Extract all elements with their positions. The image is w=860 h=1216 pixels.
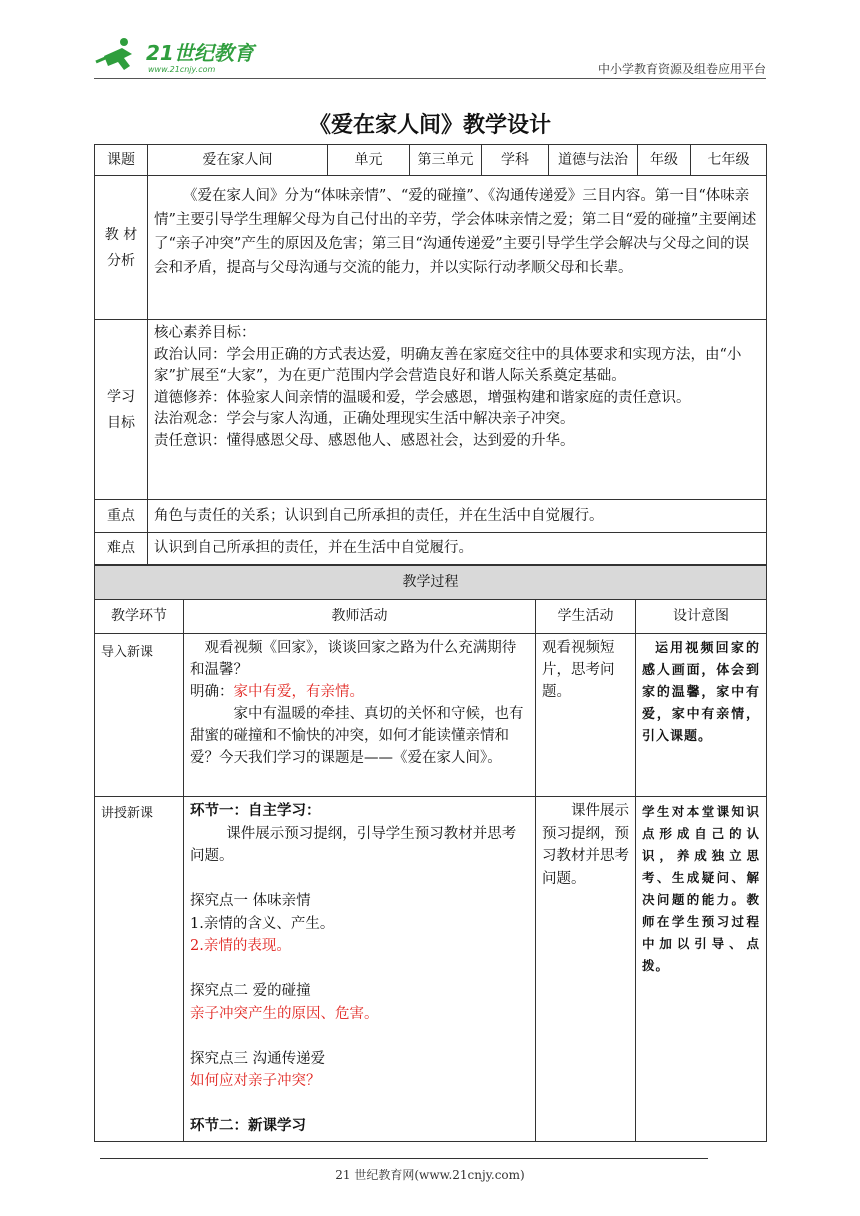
clarify-answer: 家中有爱，有亲情。 xyxy=(233,684,364,700)
logo xyxy=(94,36,264,74)
intent-new-text: 学生对本堂课知识点形成自己的认识，养成独立思考、生成疑问、解决问题的能力。教师在学生预习过程中加以引导、点拨。 xyxy=(642,804,760,973)
goals-row xyxy=(95,320,767,500)
explore3-content: 如何应对亲子冲突？ xyxy=(190,1073,321,1089)
analysis-label xyxy=(95,176,148,320)
student-activity-intro: 观看视频短片，思考问题。 xyxy=(536,634,636,797)
process-title-row xyxy=(95,566,767,600)
analysis-text: 《爱在家人间》分为“体味亲情”、“爱的碰撞”、《沟通传递爱》三目内容。第一目“体味亲情”主要引导学生理解父母为自己付出的辛劳，学会体味亲情之爱；第二目“爱的碰撞”主要阐述了“亲子冲突”产生的原因及危害；第三目“沟通传递爱”主要引导学生学会解决与父母之间的误会和矛盾，提高与父母沟通与交流的能力，并以实际行动孝顺父母和长辈。 xyxy=(154,188,757,276)
header-divider xyxy=(94,78,766,79)
logo-text: 21世纪教育 xyxy=(146,41,254,65)
header-stage: 教学环节 xyxy=(95,600,184,634)
platform-name: 中小学教育资源及组卷应用平台 xyxy=(597,62,766,76)
explore2-title: 探究点二 爱的碰撞 xyxy=(190,983,311,999)
goals-line: 核心素养目标： xyxy=(154,325,256,341)
subject-label: 学科 xyxy=(482,145,549,176)
grade-label: 年级 xyxy=(638,145,691,176)
explore3-title: 探究点三 沟通传递爱 xyxy=(190,1050,326,1067)
process-row-new xyxy=(95,797,767,1142)
topic-value: 爱在家人间 xyxy=(148,145,328,176)
intro-clarify xyxy=(190,681,529,703)
student-activity-new xyxy=(536,797,636,1142)
teaching-process-table xyxy=(94,565,767,1142)
student-new-text: 课件展示预习提纲，预习教材并思考问题。 xyxy=(542,803,629,887)
goals-line: 政治认同：学会用正确的方式表达爱，明确友善在家庭交往中的具体要求和实现方法，由“小家”扩展至“大家”，为在更广范围内学会营造良好和谐人际关系奠定基础。 xyxy=(154,346,742,384)
intro-lead: 家中有温暖的牵挂、真切的关怀和守候，也有甜蜜的碰撞和不愉快的冲突，如何才能读懂亲情和爱？今天我们学习的课题是——《爱在家人间》。 xyxy=(190,706,524,766)
course-info-table xyxy=(94,144,767,565)
goals-label xyxy=(95,320,148,500)
preview-text: 课件展示预习提纲，引导学生预习教材并思考问题。 xyxy=(190,825,517,864)
goals-label-line2: 目标 xyxy=(107,414,135,431)
logo-url: www.21cnjy.com xyxy=(148,65,216,74)
intent-intro-text: 运用视频回家的感人画面，体会到家的温馨，家中有爱，家中有亲情，引入课题。 xyxy=(642,641,760,744)
section2-title: 环节二：新课学习 xyxy=(190,1117,306,1134)
info-row xyxy=(95,145,767,176)
key-point-text: 角色与责任的关系；认识到自己所承担的责任，并在生活中自觉履行。 xyxy=(148,500,767,533)
section1-title: 环节一：自主学习： xyxy=(190,802,321,819)
explore1-title: 探究点一 体味亲情 xyxy=(190,893,311,909)
analysis-label-line2: 分析 xyxy=(107,252,135,269)
header-intent: 设计意图 xyxy=(636,600,767,634)
analysis-label-line1: 教 材 xyxy=(104,226,138,243)
difficulty-text: 认识到自己所承担的责任，并在生活中自觉履行。 xyxy=(148,533,767,565)
difficulty-label: 难点 xyxy=(95,533,148,565)
intro-question: 观看视频《回家》，谈谈回家之路为什么充满期待和温馨？ xyxy=(190,640,517,678)
goals-label-line1: 学习 xyxy=(107,388,135,405)
grade-value: 七年级 xyxy=(691,145,767,176)
explore1-item2: 2.亲情的表现。 xyxy=(190,938,291,954)
page-footer: 21 世纪教育网(www.21cnjy.com) xyxy=(335,1168,525,1182)
header-teacher: 教师活动 xyxy=(184,600,536,634)
process-title: 教学过程 xyxy=(95,566,767,600)
design-intent-intro xyxy=(636,634,767,797)
unit-label: 单元 xyxy=(328,145,410,176)
topic-label: 课题 xyxy=(95,145,148,176)
unit-value: 第三单元 xyxy=(410,145,482,176)
difficulty-row xyxy=(95,533,767,565)
key-point-row xyxy=(95,500,767,533)
runner-icon xyxy=(96,38,132,70)
analysis-row xyxy=(95,176,767,320)
teacher-activity-new xyxy=(184,797,536,1142)
goals-line: 法治观念：学会与家人沟通，正确处理现实生活中解决亲子冲突。 xyxy=(154,411,575,427)
process-header-row xyxy=(95,600,767,634)
footer-divider xyxy=(100,1158,708,1159)
clarify-label: 明确： xyxy=(190,684,234,700)
explore2-content: 亲子冲突产生的原因、危害。 xyxy=(190,1005,379,1022)
page-header xyxy=(94,30,766,80)
explore1-item1: 1.亲情的含义、产生。 xyxy=(190,915,335,932)
design-intent-new xyxy=(636,797,767,1142)
stage-new: 讲授新课 xyxy=(95,797,184,1142)
teacher-activity-intro xyxy=(184,634,536,797)
process-row-intro xyxy=(95,634,767,797)
stage-intro: 导入新课 xyxy=(95,634,184,797)
goals-line: 道德修养：体验家人间亲情的温暖和爱，学会感恩，增强构建和谐家庭的责任意识。 xyxy=(154,389,691,406)
header-student: 学生活动 xyxy=(536,600,636,634)
page-title: 《爱在家人间》教学设计 xyxy=(308,112,551,138)
key-point-label: 重点 xyxy=(95,500,148,533)
goals-line: 责任意识：懂得感恩父母、感恩他人、感恩社会，达到爱的升华。 xyxy=(154,432,575,449)
subject-value: 道德与法治 xyxy=(549,145,638,176)
